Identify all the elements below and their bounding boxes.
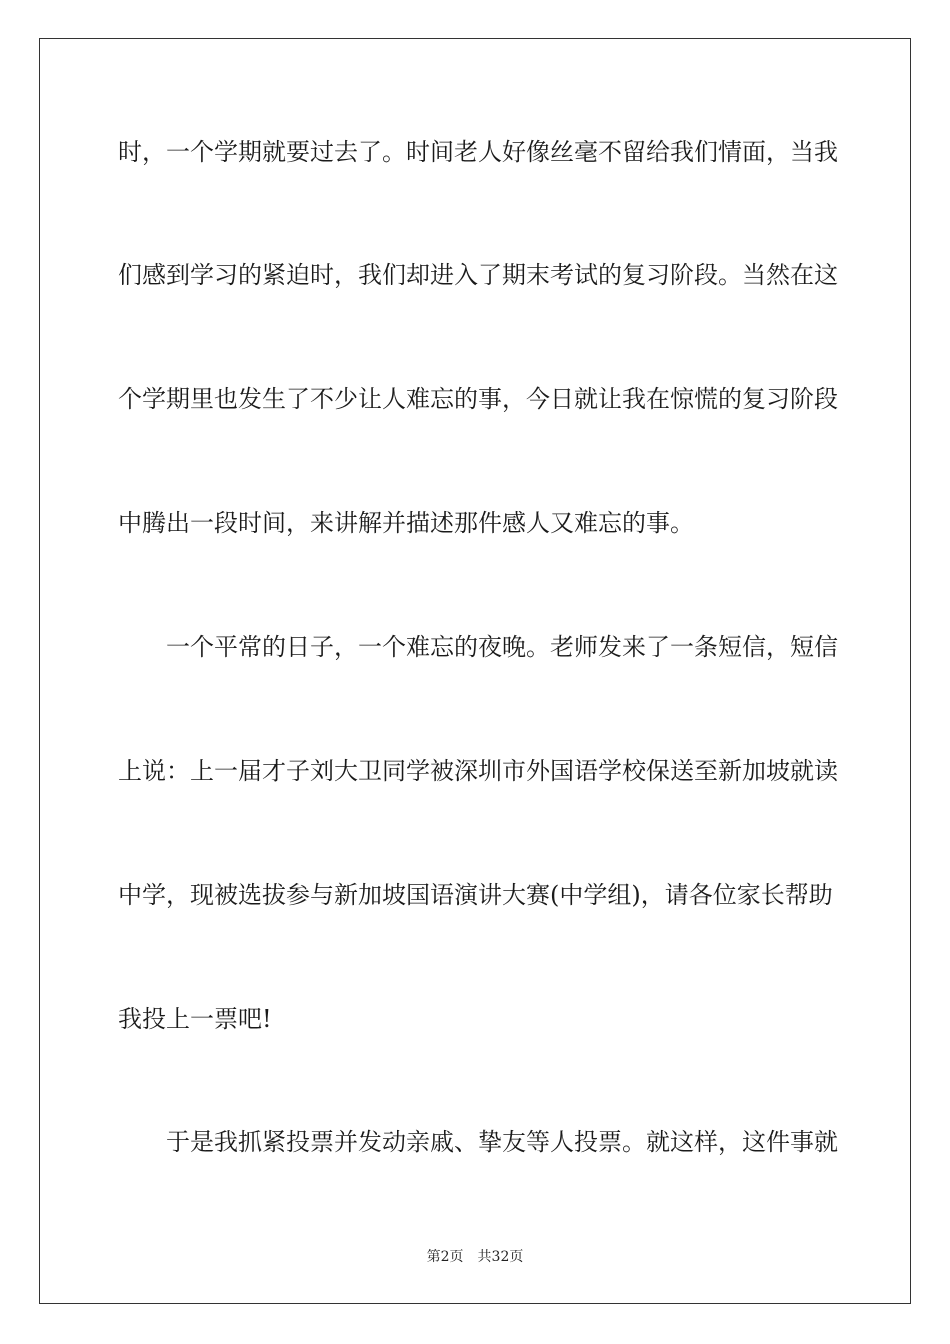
page-total: 共32页 <box>477 1249 524 1265</box>
paragraph-start-line: 一个平常的日子，一个难忘的夜晚。老师发来了一条短信，短信 <box>166 633 838 661</box>
text-line: 我投上一票吧! <box>118 1005 272 1033</box>
page-number: 第2页 <box>426 1249 464 1265</box>
text-line: 时，一个学期就要过去了。时间老人好像丝毫不留给我们情面，当我 <box>118 138 838 166</box>
text-line: 中腾出一段时间，来讲解并描述那件感人又难忘的事。 <box>118 509 694 537</box>
text-line: 个学期里也发生了不少让人难忘的事，今日就让我在惊慌的复习阶段 <box>118 385 838 413</box>
text-line: 上说：上一届才子刘大卫同学被深圳市外国语学校保送至新加坡就读 <box>118 757 838 785</box>
page-footer <box>0 1248 950 1266</box>
paragraph-start-line: 于是我抓紧投票并发动亲戚、挚友等人投票。就这样，这件事就 <box>166 1128 838 1156</box>
text-line: 们感到学习的紧迫时，我们却进入了期末考试的复习阶段。当然在这 <box>118 261 838 289</box>
text-line: 中学，现被选拔参与新加坡国语演讲大赛(中学组)，请各位家长帮助 <box>118 881 833 909</box>
page-border <box>39 38 911 1304</box>
